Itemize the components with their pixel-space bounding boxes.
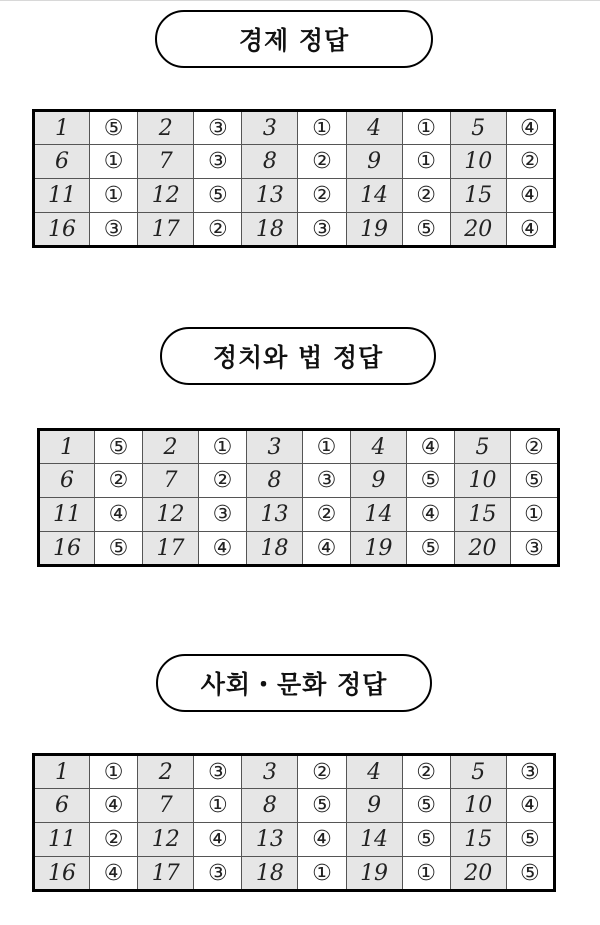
question-number: 19: [351, 532, 407, 566]
table-row: [39, 498, 559, 532]
question-number: 4: [346, 755, 402, 789]
question-number: 5: [455, 430, 511, 464]
question-number: 13: [242, 179, 298, 213]
answer-choice: ③: [511, 532, 559, 566]
answer-choice: ②: [402, 179, 450, 213]
question-number: 13: [242, 823, 298, 857]
answer-choice: ④: [407, 430, 455, 464]
answer-choice: ①: [194, 789, 242, 823]
question-number: 10: [455, 464, 511, 498]
question-number: 9: [346, 789, 402, 823]
answer-choice: ⑤: [407, 464, 455, 498]
answer-choice: ⑤: [90, 111, 138, 145]
question-number: 2: [138, 111, 194, 145]
answer-choice: ④: [90, 857, 138, 891]
answer-choice: ④: [506, 213, 554, 247]
question-number: 1: [34, 111, 90, 145]
answer-choice: ⑤: [506, 823, 554, 857]
answer-choice: ①: [402, 111, 450, 145]
question-number: 1: [34, 755, 90, 789]
answer-choice: ③: [194, 857, 242, 891]
answer-choice: ③: [194, 755, 242, 789]
question-number: 12: [138, 823, 194, 857]
question-number: 20: [450, 213, 506, 247]
question-number: 8: [247, 464, 303, 498]
answer-choice: ④: [298, 823, 346, 857]
answer-choice: ③: [194, 111, 242, 145]
table-row: [39, 430, 559, 464]
table-row: [34, 789, 555, 823]
answer-choice: ①: [298, 111, 346, 145]
question-number: 10: [450, 789, 506, 823]
economics-answer-table: [32, 109, 556, 248]
table-row: [39, 464, 559, 498]
answer-choice: ⑤: [95, 430, 143, 464]
answer-choice: ③: [506, 755, 554, 789]
table-row: [34, 857, 555, 891]
question-number: 6: [34, 145, 90, 179]
question-number: 11: [34, 823, 90, 857]
answer-choice: ②: [298, 145, 346, 179]
table-row: [34, 111, 555, 145]
question-number: 5: [450, 111, 506, 145]
question-number: 15: [455, 498, 511, 532]
question-number: 8: [242, 789, 298, 823]
question-number: 19: [346, 857, 402, 891]
answer-choice: ⑤: [402, 823, 450, 857]
question-number: 9: [346, 145, 402, 179]
answer-choice: ①: [298, 857, 346, 891]
question-number: 2: [143, 430, 199, 464]
answer-choice: ⑤: [506, 857, 554, 891]
answer-choice: ④: [407, 498, 455, 532]
answer-choice: ②: [303, 498, 351, 532]
question-number: 18: [242, 213, 298, 247]
answer-choice: ④: [303, 532, 351, 566]
question-number: 14: [346, 823, 402, 857]
answer-choice: ②: [506, 145, 554, 179]
answer-choice: ⑤: [511, 464, 559, 498]
answer-choice: ④: [506, 789, 554, 823]
answer-choice: ②: [298, 179, 346, 213]
question-number: 6: [39, 464, 95, 498]
answer-choice: ④: [95, 498, 143, 532]
question-number: 15: [450, 179, 506, 213]
question-number: 7: [138, 789, 194, 823]
economics-answer-title: 경제 정답: [155, 10, 433, 68]
question-number: 7: [138, 145, 194, 179]
answer-choice: ②: [194, 213, 242, 247]
question-number: 11: [34, 179, 90, 213]
answer-choice: ①: [90, 755, 138, 789]
question-number: 10: [450, 145, 506, 179]
answer-choice: ②: [90, 823, 138, 857]
answer-choice: ⑤: [95, 532, 143, 566]
answer-choice: ⑤: [402, 789, 450, 823]
question-number: 20: [455, 532, 511, 566]
question-number: 17: [138, 213, 194, 247]
answer-choice: ②: [511, 430, 559, 464]
question-number: 14: [346, 179, 402, 213]
table-row: [34, 179, 555, 213]
answer-choice: ③: [199, 498, 247, 532]
table-row: [34, 755, 555, 789]
answer-choice: ②: [298, 755, 346, 789]
answer-choice: ⑤: [407, 532, 455, 566]
answer-choice: ①: [402, 145, 450, 179]
question-number: 15: [450, 823, 506, 857]
question-number: 16: [39, 532, 95, 566]
answer-choice: ⑤: [194, 179, 242, 213]
question-number: 19: [346, 213, 402, 247]
answer-choice: ⑤: [402, 213, 450, 247]
question-number: 18: [247, 532, 303, 566]
society-culture-answer-title: 사회・문화 정답: [156, 654, 432, 712]
question-number: 13: [247, 498, 303, 532]
answer-choice: ②: [199, 464, 247, 498]
question-number: 3: [242, 111, 298, 145]
question-number: 18: [242, 857, 298, 891]
question-number: 12: [143, 498, 199, 532]
question-number: 6: [34, 789, 90, 823]
politics-law-answer-table: [37, 428, 560, 567]
question-number: 20: [450, 857, 506, 891]
answer-choice: ④: [90, 789, 138, 823]
question-number: 8: [242, 145, 298, 179]
top-divider: [0, 0, 600, 1]
question-number: 5: [450, 755, 506, 789]
answer-choice: ③: [298, 213, 346, 247]
question-number: 11: [39, 498, 95, 532]
answer-choice: ④: [506, 111, 554, 145]
question-number: 12: [138, 179, 194, 213]
answer-choice: ①: [90, 145, 138, 179]
answer-choice: ①: [199, 430, 247, 464]
question-number: 3: [247, 430, 303, 464]
table-row: [34, 145, 555, 179]
table-row: [39, 532, 559, 566]
question-number: 17: [143, 532, 199, 566]
question-number: 4: [346, 111, 402, 145]
society-culture-answer-table: [32, 753, 556, 892]
answer-choice: ③: [194, 145, 242, 179]
question-number: 1: [39, 430, 95, 464]
question-number: 3: [242, 755, 298, 789]
question-number: 7: [143, 464, 199, 498]
answer-choice: ①: [511, 498, 559, 532]
politics-law-answer-title: 정치와 법 정답: [160, 327, 436, 385]
question-number: 2: [138, 755, 194, 789]
table-row: [34, 823, 555, 857]
table-row: [34, 213, 555, 247]
question-number: 9: [351, 464, 407, 498]
answer-choice: ①: [90, 179, 138, 213]
question-number: 17: [138, 857, 194, 891]
answer-choice: ⑤: [298, 789, 346, 823]
answer-choice: ④: [199, 532, 247, 566]
answer-choice: ④: [194, 823, 242, 857]
answer-choice: ②: [95, 464, 143, 498]
question-number: 14: [351, 498, 407, 532]
question-number: 4: [351, 430, 407, 464]
answer-choice: ①: [303, 430, 351, 464]
question-number: 16: [34, 213, 90, 247]
answer-choice: ②: [402, 755, 450, 789]
question-number: 16: [34, 857, 90, 891]
answer-choice: ③: [303, 464, 351, 498]
answer-choice: ③: [90, 213, 138, 247]
answer-choice: ④: [506, 179, 554, 213]
answer-choice: ①: [402, 857, 450, 891]
